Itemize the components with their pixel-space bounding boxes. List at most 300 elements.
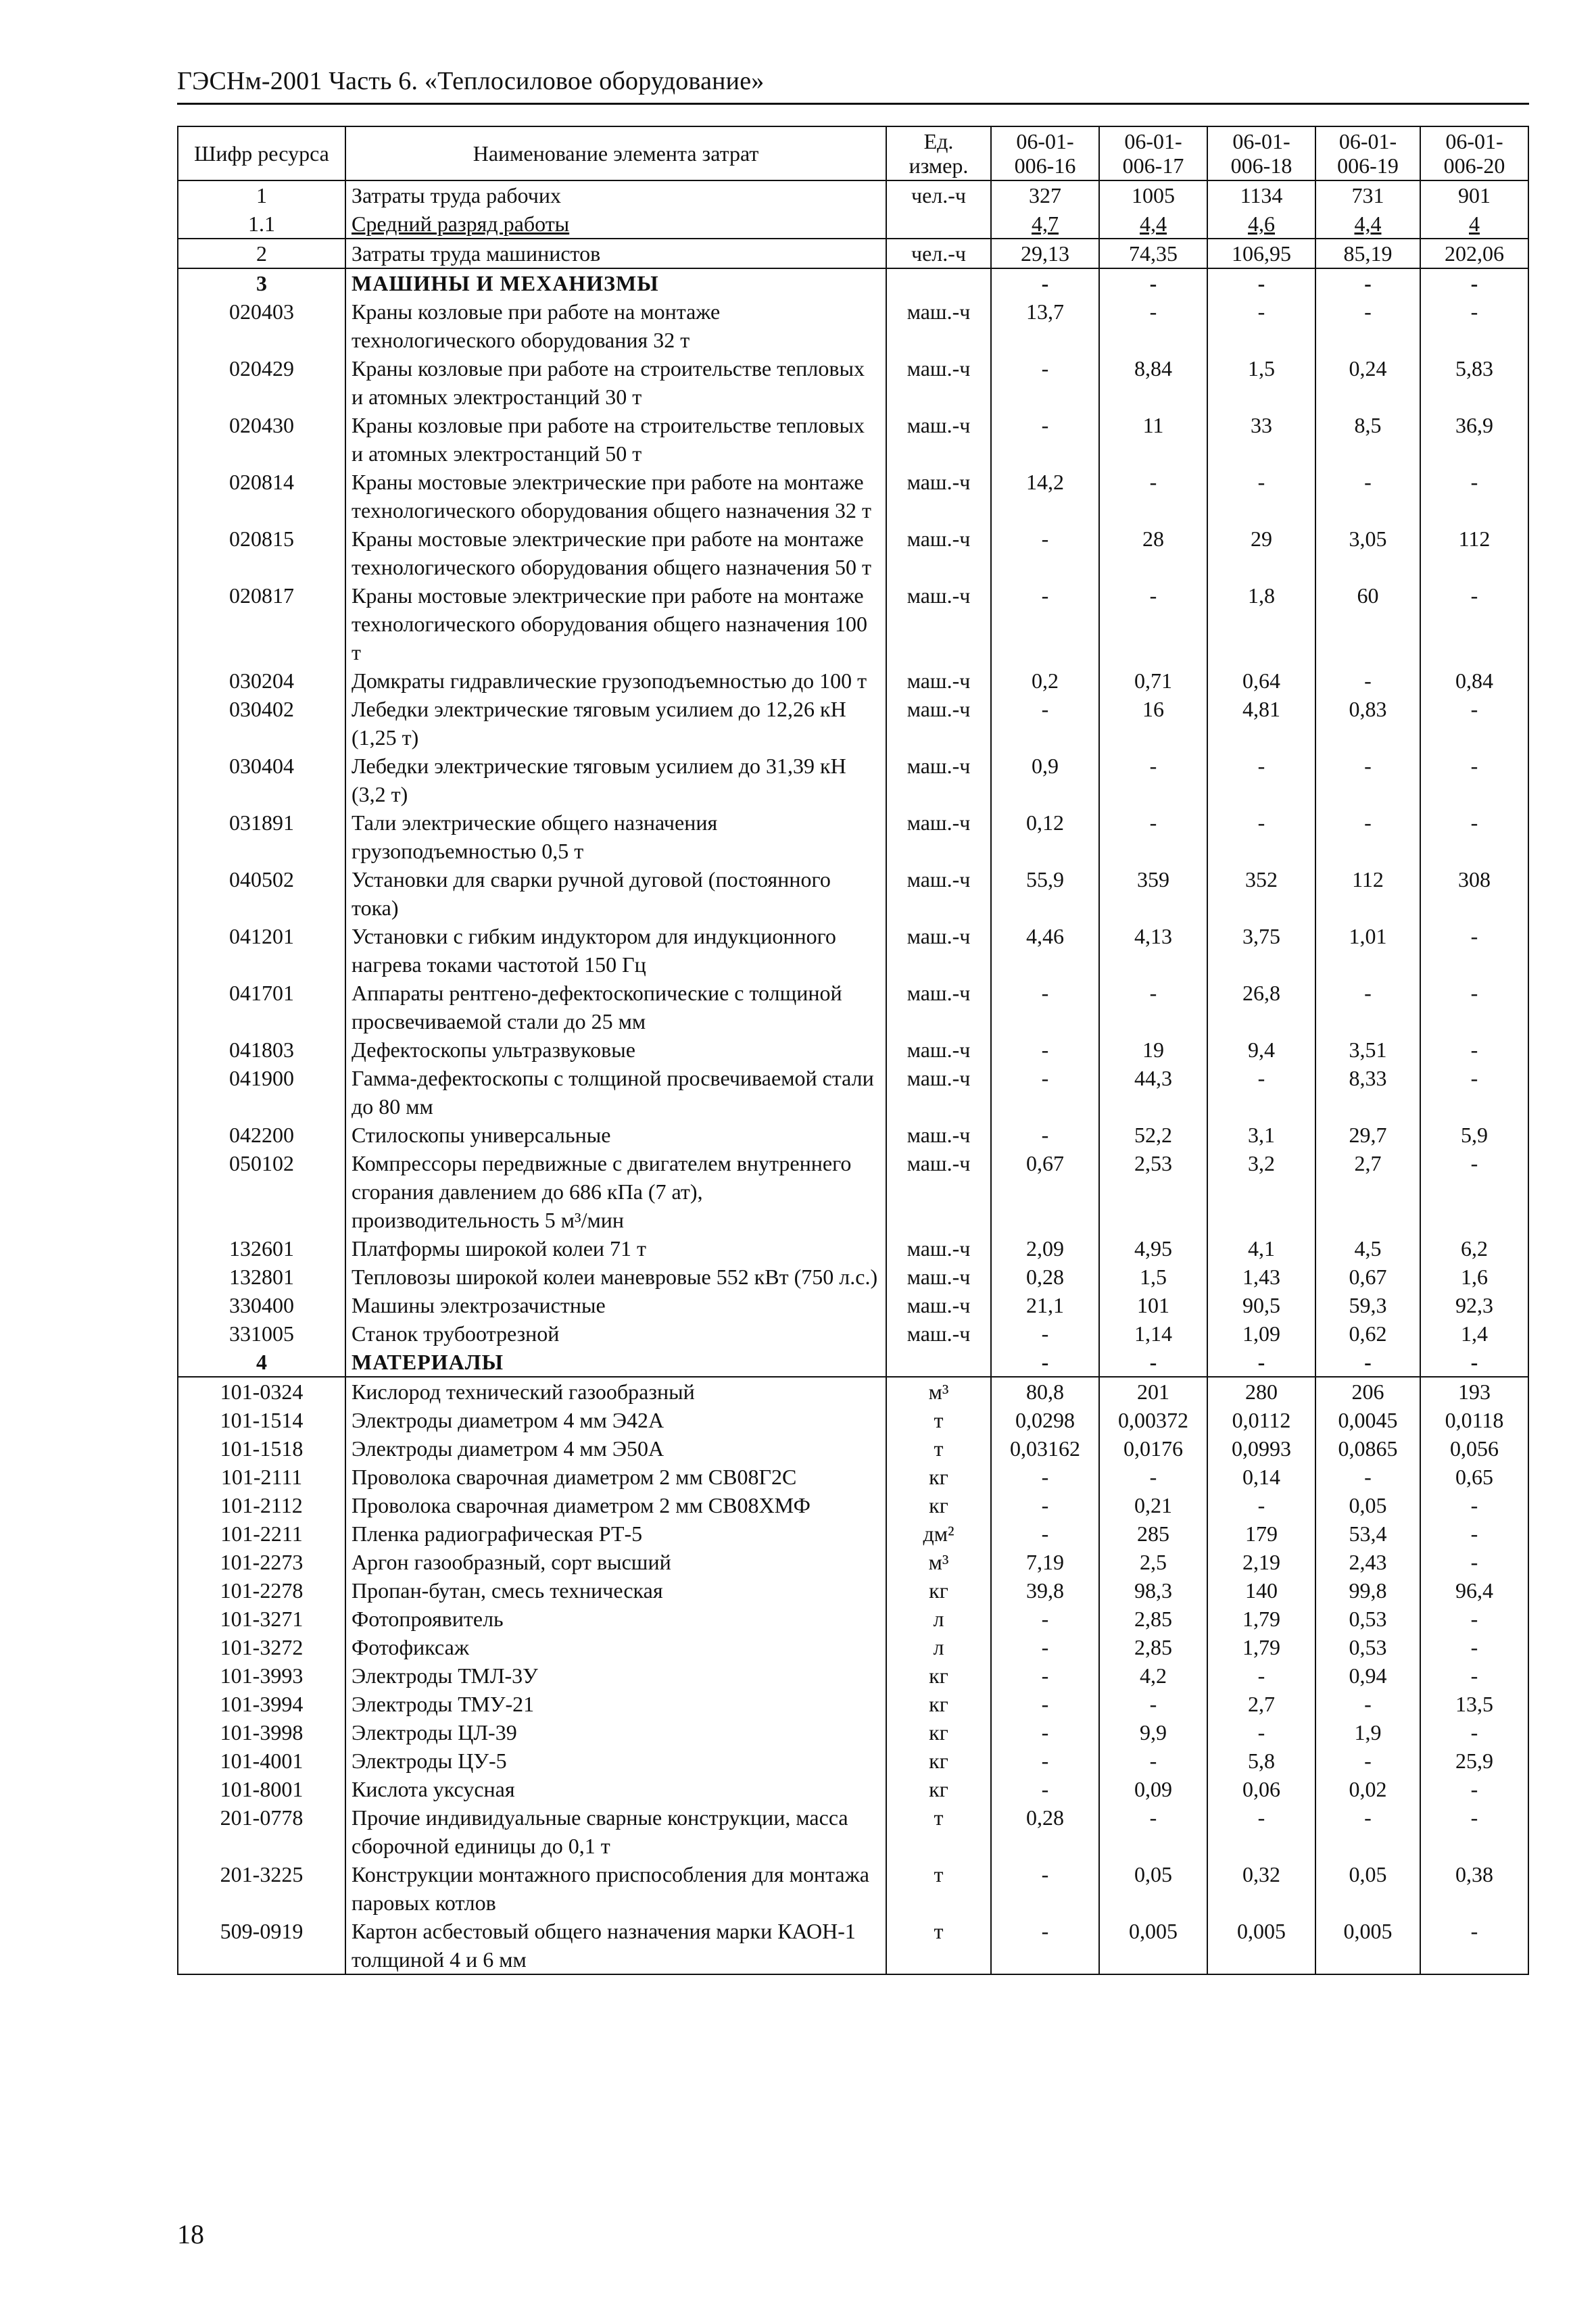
table-row [178,1406,1528,1434]
norm-value: 0,65 [1420,1463,1528,1491]
resource-code: 101-3272 [178,1633,345,1661]
norm-value: - [1315,808,1420,865]
norm-value: 0,14 [1207,1463,1315,1491]
norm-value: - [1420,1519,1528,1548]
unit-of-measure: маш.-ч [886,525,991,581]
norm-value: 28 [1099,525,1207,581]
unit-of-measure: чел.-ч [886,239,991,268]
unit-of-measure: маш.-ч [886,1064,991,1121]
norm-value: - [991,1917,1099,1974]
unit-of-measure: л [886,1633,991,1661]
norm-value: 6,2 [1420,1234,1528,1263]
cost-item-name: Домкраты гидравлические грузоподъемностью до 100 т [345,666,886,695]
norm-value: 11 [1099,411,1207,468]
running-header: ГЭСНм-2001 Часть 6. «Теплосиловое оборудование» [177,67,765,95]
header-rule [177,103,1529,105]
norm-value: - [1420,979,1528,1035]
cost-item-name: Электроды ТМУ-21 [345,1690,886,1718]
resource-code: 020430 [178,411,345,468]
cost-item-name: Краны козловые при работе на строительстве тепловых и атомных электростанций 30 т [345,354,886,411]
unit-of-measure: маш.-ч [886,695,991,752]
unit-of-measure [886,210,991,239]
unit-of-measure: маш.-ч [886,922,991,979]
norm-value: 1,14 [1099,1319,1207,1348]
norm-value: 80,8 [991,1377,1099,1406]
table-row [178,666,1528,695]
unit-of-measure: м³ [886,1377,991,1406]
table-row [178,210,1528,239]
norm-value: 8,33 [1315,1064,1420,1121]
norm-value: 1,5 [1207,354,1315,411]
norm-value: - [1207,1661,1315,1690]
norm-value: 14,2 [991,468,1099,525]
cost-item-name: Электроды диаметром 4 мм Э50А [345,1434,886,1463]
norm-value: - [1315,1463,1420,1491]
norm-value: 193 [1420,1377,1528,1406]
norm-value: - [1420,1548,1528,1576]
norm-value: 4,7 [991,210,1099,239]
norm-value: 0,28 [991,1263,1099,1291]
table-row [178,1064,1528,1121]
col-unit-header: Ед. измер. [886,126,991,180]
norm-value: 4,1 [1207,1234,1315,1263]
norm-value: 4,5 [1315,1234,1420,1263]
norm-value: - [1099,1803,1207,1860]
norm-value: - [1099,752,1207,808]
norm-value: - [1420,1633,1528,1661]
norm-value: 5,83 [1420,354,1528,411]
table-row [178,1291,1528,1319]
table-row [178,354,1528,411]
table-row [178,239,1528,268]
table-row [178,1035,1528,1064]
resource-code: 101-1514 [178,1406,345,1434]
table-row [178,1860,1528,1917]
norm-value: 0,62 [1315,1319,1420,1348]
table-row [178,1463,1528,1491]
table-row [178,1633,1528,1661]
cost-item-name: Фотофиксаж [345,1633,886,1661]
table-row [178,1149,1528,1234]
table-row [178,808,1528,865]
cost-item-name: Затраты труда машинистов [345,239,886,268]
norm-value: 0,05 [1315,1491,1420,1519]
unit-of-measure: маш.-ч [886,1234,991,1263]
norm-value: 2,85 [1099,1605,1207,1633]
norm-value: - [991,1491,1099,1519]
norm-value: 98,3 [1099,1576,1207,1605]
unit-of-measure: т [886,1803,991,1860]
norm-value: - [1420,695,1528,752]
norm-value: - [991,1860,1099,1917]
norm-value: 2,7 [1315,1149,1420,1234]
norm-value: - [1207,468,1315,525]
norm-value: 285 [1099,1519,1207,1548]
unit-of-measure: маш.-ч [886,666,991,695]
norm-value: - [1099,468,1207,525]
resource-code: 030404 [178,752,345,808]
norm-value: 55,9 [991,865,1099,922]
resource-code: 101-2211 [178,1519,345,1548]
unit-of-measure: маш.-ч [886,808,991,865]
cost-item-name: Электроды ТМЛ-3У [345,1661,886,1690]
norm-value: - [1420,1491,1528,1519]
unit-of-measure: маш.-ч [886,297,991,354]
norm-value: 59,3 [1315,1291,1420,1319]
unit-of-measure: маш.-ч [886,1149,991,1234]
norm-value: 0,21 [1099,1491,1207,1519]
norm-value: - [1420,1035,1528,1064]
norm-value: 4,46 [991,922,1099,979]
norm-value: - [1099,1348,1207,1377]
norm-value: - [991,268,1099,297]
norm-value: 29,13 [991,239,1099,268]
norm-value: 0,00372 [1099,1406,1207,1434]
cost-item-name: Электроды диаметром 4 мм Э42А [345,1406,886,1434]
unit-of-measure: маш.-ч [886,1263,991,1291]
norm-value: - [991,1519,1099,1548]
unit-of-measure: кг [886,1576,991,1605]
unit-of-measure [886,1348,991,1377]
resource-code: 042200 [178,1121,345,1149]
norm-value: - [991,1319,1099,1348]
col-norm-header: 06-01-006-17 [1099,126,1207,180]
unit-of-measure: т [886,1860,991,1917]
norm-value: - [991,1605,1099,1633]
norm-value: - [1099,1690,1207,1718]
unit-of-measure: маш.-ч [886,1291,991,1319]
norm-value: 2,85 [1099,1633,1207,1661]
resource-code: 101-1518 [178,1434,345,1463]
col-name-header: Наименование элемента затрат [345,126,886,180]
cost-item-name: МАШИНЫ И МЕХАНИЗМЫ [345,268,886,297]
cost-item-name: Стилоскопы универсальные [345,1121,886,1149]
resource-code: 201-0778 [178,1803,345,1860]
norm-value: - [1420,297,1528,354]
table-row [178,922,1528,979]
cost-item-name: Тали электрические общего назначения грузоподъемностью 0,5 т [345,808,886,865]
norm-value: - [1420,808,1528,865]
unit-of-measure: кг [886,1690,991,1718]
table-row [178,1519,1528,1548]
norm-value: 29,7 [1315,1121,1420,1149]
norm-value: 0,02 [1315,1775,1420,1803]
norm-value: 9,4 [1207,1035,1315,1064]
resource-code: 101-2111 [178,1463,345,1491]
resource-code: 101-3998 [178,1718,345,1747]
cost-item-name: Затраты труда рабочих [345,180,886,210]
unit-of-measure: т [886,1434,991,1463]
norm-value: 0,0865 [1315,1434,1420,1463]
table-row [178,297,1528,354]
norm-value: - [1420,268,1528,297]
norm-value: 1,09 [1207,1319,1315,1348]
norm-value: 0,05 [1315,1860,1420,1917]
norm-value: - [991,1775,1099,1803]
cost-item-name: Краны козловые при работе на строительстве тепловых и атомных электростанций 50 т [345,411,886,468]
resource-code: 1.1 [178,210,345,239]
resource-code: 330400 [178,1291,345,1319]
norm-value: 33 [1207,411,1315,468]
norm-value: 2,5 [1099,1548,1207,1576]
cost-item-name: Установки для сварки ручной дуговой (постоянного тока) [345,865,886,922]
cost-item-name: Пленка радиографическая РТ-5 [345,1519,886,1548]
cost-item-name: Фотопроявитель [345,1605,886,1633]
norm-value: - [1420,1605,1528,1633]
norm-value: 308 [1420,865,1528,922]
norm-value: 19 [1099,1035,1207,1064]
cost-item-name: Пропан-бутан, смесь техническая [345,1576,886,1605]
norm-value: 0,0045 [1315,1406,1420,1434]
norm-value: 0,12 [991,808,1099,865]
norm-value: - [1099,808,1207,865]
norm-value: 1,8 [1207,581,1315,666]
norm-value: 112 [1315,865,1420,922]
table-row [178,752,1528,808]
resource-code: 020403 [178,297,345,354]
norm-value: 359 [1099,865,1207,922]
table-row [178,1803,1528,1860]
table-row [178,1775,1528,1803]
norm-value: - [1420,1803,1528,1860]
norm-value: - [991,581,1099,666]
norm-value: - [1207,297,1315,354]
norm-value: - [1099,581,1207,666]
norm-value: - [1207,752,1315,808]
unit-of-measure: кг [886,1747,991,1775]
norm-value: 0,2 [991,666,1099,695]
norm-value: 53,4 [1315,1519,1420,1548]
cost-item-name: Дефектоскопы ультразвуковые [345,1035,886,1064]
resource-code: 031891 [178,808,345,865]
unit-of-measure: кг [886,1661,991,1690]
norm-value: - [991,1690,1099,1718]
norm-value: 2,19 [1207,1548,1315,1576]
norm-value: 0,32 [1207,1860,1315,1917]
norm-value: - [1420,1348,1528,1377]
norm-value: 8,5 [1315,411,1420,468]
cost-item-name: Проволока сварочная диаметром 2 мм СВ08ХМФ [345,1491,886,1519]
norm-value: - [1420,468,1528,525]
norm-value: 16 [1099,695,1207,752]
resource-code: 020429 [178,354,345,411]
norm-value: - [991,1463,1099,1491]
norm-value: 39,8 [991,1576,1099,1605]
norm-value: 4,4 [1315,210,1420,239]
norm-value: - [1099,1747,1207,1775]
norm-value: 0,06 [1207,1775,1315,1803]
cost-item-name: Проволока сварочная диаметром 2 мм СВ08Г2С [345,1463,886,1491]
cost-item-name: Краны мостовые электрические при работе на монтаже технологического оборудования общего назначения 50 т [345,525,886,581]
cost-item-name: Картон асбестовый общего назначения марки КАОН-1 толщиной 4 и 6 мм [345,1917,886,1974]
norm-value: 96,4 [1420,1576,1528,1605]
norm-value: 0,83 [1315,695,1420,752]
col-norm-header: 06-01-006-20 [1420,126,1528,180]
unit-of-measure: т [886,1917,991,1974]
cost-item-name: Машины электрозачистные [345,1291,886,1319]
resource-code: 030402 [178,695,345,752]
norm-value: 29 [1207,525,1315,581]
unit-of-measure: м³ [886,1548,991,1576]
norm-value: 8,84 [1099,354,1207,411]
resource-code: 020817 [178,581,345,666]
cost-item-name: Установки с гибким индуктором для индукционного нагрева токами частотой 150 Гц [345,922,886,979]
norm-value: - [1207,808,1315,865]
norm-value: 352 [1207,865,1315,922]
norm-value: 0,38 [1420,1860,1528,1917]
norm-value: 0,67 [1315,1263,1420,1291]
resource-code: 101-3271 [178,1605,345,1633]
norm-value: 92,3 [1420,1291,1528,1319]
norm-value: 4,2 [1099,1661,1207,1690]
unit-of-measure: чел.-ч [886,180,991,210]
resource-code: 041900 [178,1064,345,1121]
norm-value: 1,79 [1207,1605,1315,1633]
unit-of-measure: маш.-ч [886,865,991,922]
norm-value: 0,09 [1099,1775,1207,1803]
norm-value: 13,7 [991,297,1099,354]
table-row [178,979,1528,1035]
section-row [178,1348,1528,1377]
resource-code: 101-3994 [178,1690,345,1718]
table-row [178,1661,1528,1690]
norm-value: - [1315,1690,1420,1718]
resource-code: 040502 [178,865,345,922]
norm-value: 206 [1315,1377,1420,1406]
norm-value: 0,005 [1099,1917,1207,1974]
norm-value: 106,95 [1207,239,1315,268]
table-row [178,180,1528,210]
resource-code: 4 [178,1348,345,1377]
norm-value: 5,8 [1207,1747,1315,1775]
unit-of-measure: маш.-ч [886,979,991,1035]
norm-value: 7,19 [991,1548,1099,1576]
norm-value: 60 [1315,581,1420,666]
norm-value: 13,5 [1420,1690,1528,1718]
cost-item-name: МАТЕРИАЛЫ [345,1348,886,1377]
norm-value: 2,7 [1207,1690,1315,1718]
unit-of-measure: кг [886,1463,991,1491]
resource-code: 1 [178,180,345,210]
cost-item-name: Электроды ЦУ-5 [345,1747,886,1775]
norm-value: - [1099,268,1207,297]
norm-value: - [991,1633,1099,1661]
norm-value: - [1420,1917,1528,1974]
norm-value: - [1315,268,1420,297]
norm-value: - [1420,1775,1528,1803]
resource-code: 3 [178,268,345,297]
norm-value: - [1420,581,1528,666]
norm-value: - [1315,752,1420,808]
norm-value: 1134 [1207,180,1315,210]
norm-value: 1,43 [1207,1263,1315,1291]
page-number: 18 [177,2219,204,2249]
table-row [178,865,1528,922]
norm-value: 0,64 [1207,666,1315,695]
norm-value: 0,056 [1420,1434,1528,1463]
norm-value: 140 [1207,1576,1315,1605]
norm-value: 1005 [1099,180,1207,210]
norm-value: - [1420,1149,1528,1234]
table-row [178,1718,1528,1747]
unit-of-measure: маш.-ч [886,411,991,468]
norm-value: 85,19 [1315,239,1420,268]
unit-of-measure: маш.-ч [886,1121,991,1149]
cost-item-name: Краны мостовые электрические при работе на монтаже технологического оборудования общего назначения 100 т [345,581,886,666]
norm-value: 0,03162 [991,1434,1099,1463]
unit-of-measure: маш.-ч [886,354,991,411]
norm-value: 0,67 [991,1149,1099,1234]
norm-value: 0,94 [1315,1661,1420,1690]
cost-item-name: Лебедки электрические тяговым усилием до 31,39 кН (3,2 т) [345,752,886,808]
norm-value: 0,0118 [1420,1406,1528,1434]
norm-value: 1,5 [1099,1263,1207,1291]
norm-value: - [1315,468,1420,525]
norm-value: 1,79 [1207,1633,1315,1661]
unit-of-measure [886,268,991,297]
resource-code: 101-8001 [178,1775,345,1803]
norm-value: - [1420,752,1528,808]
table-row [178,1690,1528,1718]
norm-value: - [1315,979,1420,1035]
norm-value: - [1099,297,1207,354]
norm-value: 202,06 [1420,239,1528,268]
norm-value: 101 [1099,1291,1207,1319]
norm-value: - [991,411,1099,468]
table-row [178,1747,1528,1775]
norm-value: 36,9 [1420,411,1528,468]
cost-item-name: Прочие индивидуальные сварные конструкции, масса сборочной единицы до 0,1 т [345,1803,886,1860]
norm-value: 1,4 [1420,1319,1528,1348]
resource-code: 201-3225 [178,1860,345,1917]
norm-value: - [991,354,1099,411]
norm-value: 5,9 [1420,1121,1528,1149]
table-row [178,581,1528,666]
norm-value: 0,005 [1207,1917,1315,1974]
norm-value: 1,6 [1420,1263,1528,1291]
norm-value: - [1315,1348,1420,1377]
unit-of-measure: маш.-ч [886,581,991,666]
norm-value: 4,13 [1099,922,1207,979]
cost-item-name: Средний разряд работы [345,210,886,239]
norm-value: 112 [1420,525,1528,581]
norm-value: 0,71 [1099,666,1207,695]
resource-code: 101-2278 [178,1576,345,1605]
norm-value: - [991,1035,1099,1064]
norm-value: - [1207,1803,1315,1860]
resource-code: 030204 [178,666,345,695]
resource-code: 101-2112 [178,1491,345,1519]
norm-value: - [991,1348,1099,1377]
norm-value: 901 [1420,180,1528,210]
norm-value: 2,43 [1315,1548,1420,1576]
table-row [178,1576,1528,1605]
resource-code: 101-0324 [178,1377,345,1406]
norm-value: - [1420,1064,1528,1121]
norm-value: - [1207,268,1315,297]
norm-value: 0,0993 [1207,1434,1315,1463]
cost-item-name: Аргон газообразный, сорт высший [345,1548,886,1576]
unit-of-measure: кг [886,1718,991,1747]
unit-of-measure: маш.-ч [886,1319,991,1348]
norm-value: - [1207,1491,1315,1519]
resource-code: 509-0919 [178,1917,345,1974]
cost-item-name: Краны мостовые электрические при работе на монтаже технологического оборудования общего назначения 32 т [345,468,886,525]
norm-value: - [991,525,1099,581]
unit-of-measure: т [886,1406,991,1434]
norm-value: - [1315,1803,1420,1860]
table-row [178,525,1528,581]
